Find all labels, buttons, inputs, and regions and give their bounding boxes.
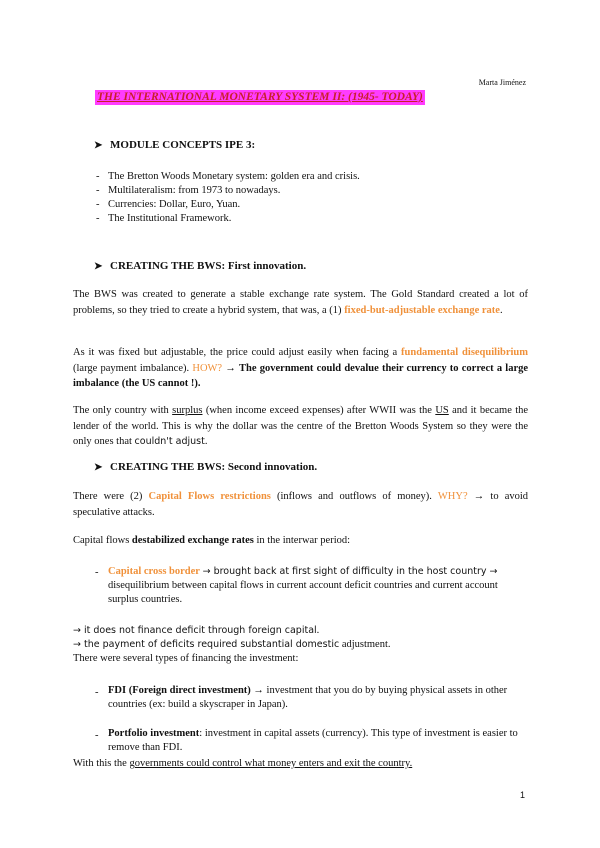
section1-paragraph-2: As it was fixed but adjustable, the price could adjust easily when facing a fundamental disequilibrium (large payment imbalance). HOW? → The government could devalue their currency to correct a large imbalance (the US cannot !).	[73, 347, 529, 389]
bullet-dash: -	[95, 567, 99, 578]
author-name: Marta Jiménez	[478, 78, 526, 87]
list-item: - Multilateralism: from 1973 to nowadays.	[96, 185, 281, 196]
arrowhead-bullet-icon: ➤	[94, 462, 103, 473]
consequence-line-1: → it does not finance deficit through foreign capital.	[73, 625, 320, 636]
section1-heading: ➤ CREATING THE BWS: First innovation.	[94, 260, 307, 272]
bullet-dash: -	[95, 687, 99, 698]
module-heading: ➤ MODULE CONCEPTS IPE 3:	[94, 139, 256, 151]
portfolio-item: Portfolio investment: investment in capital assets (currency). This type of investment is easier to remove than FDI.	[108, 728, 518, 753]
section2-paragraph-1: There were (2) Capital Flows restrictions (inflows and outflows of money). WHY? → to avoid speculative attacks.	[73, 491, 529, 518]
bullet-dash: -	[95, 730, 99, 741]
financing-intro: There were several types of financing the investment:	[73, 653, 299, 664]
list-item: - Currencies: Dollar, Euro, Yuan.	[96, 199, 241, 210]
final-line: With this the governments could control what money enters and exit the country.	[73, 758, 413, 769]
consequence-line-2: → the payment of deficits required substantial domestic adjustment.	[73, 639, 391, 650]
list-item: - The Bretton Woods Monetary system: golden era and crisis.	[96, 171, 360, 182]
capital-cross-border-item: Capital cross border → brought back at first sight of difficulty in the host country → disequilibrium between capital flows in current account deficit countries and current account surplus countries.	[108, 566, 498, 605]
section1-paragraph-1: The BWS was created to generate a stable exchange rate system. The Gold Standard created a lot of problems, so they tried to create a hybrid system, that was, a (1) fixed-but-adjustable exchange rate.	[73, 289, 528, 316]
section2-heading: ➤ CREATING THE BWS: Second innovation.	[94, 461, 318, 473]
arrowhead-bullet-icon: ➤	[94, 140, 103, 151]
page-title: THE INTERNATIONAL MONETARY SYSTEM II: (1945- TODAY)	[97, 91, 423, 103]
arrowhead-bullet-icon: ➤	[94, 261, 103, 272]
fdi-item: FDI (Foreign direct investment) → investment that you do by buying physical assets in other countries (ex: build a skyscraper in Japan).	[108, 685, 508, 710]
section1-paragraph-3: The only country with surplus (when income exceed expenses) after WWII was the US and it became the lender of the world. This is why the dollar was the centre of the Bretton Woods System so they were the only ones that couldn't adjust.	[73, 405, 529, 447]
page-number: 1	[520, 790, 526, 800]
section2-paragraph-2: Capital flows destabilized exchange rates in the interwar period:	[73, 535, 351, 546]
list-item: - The Institutional Framework.	[96, 213, 232, 224]
